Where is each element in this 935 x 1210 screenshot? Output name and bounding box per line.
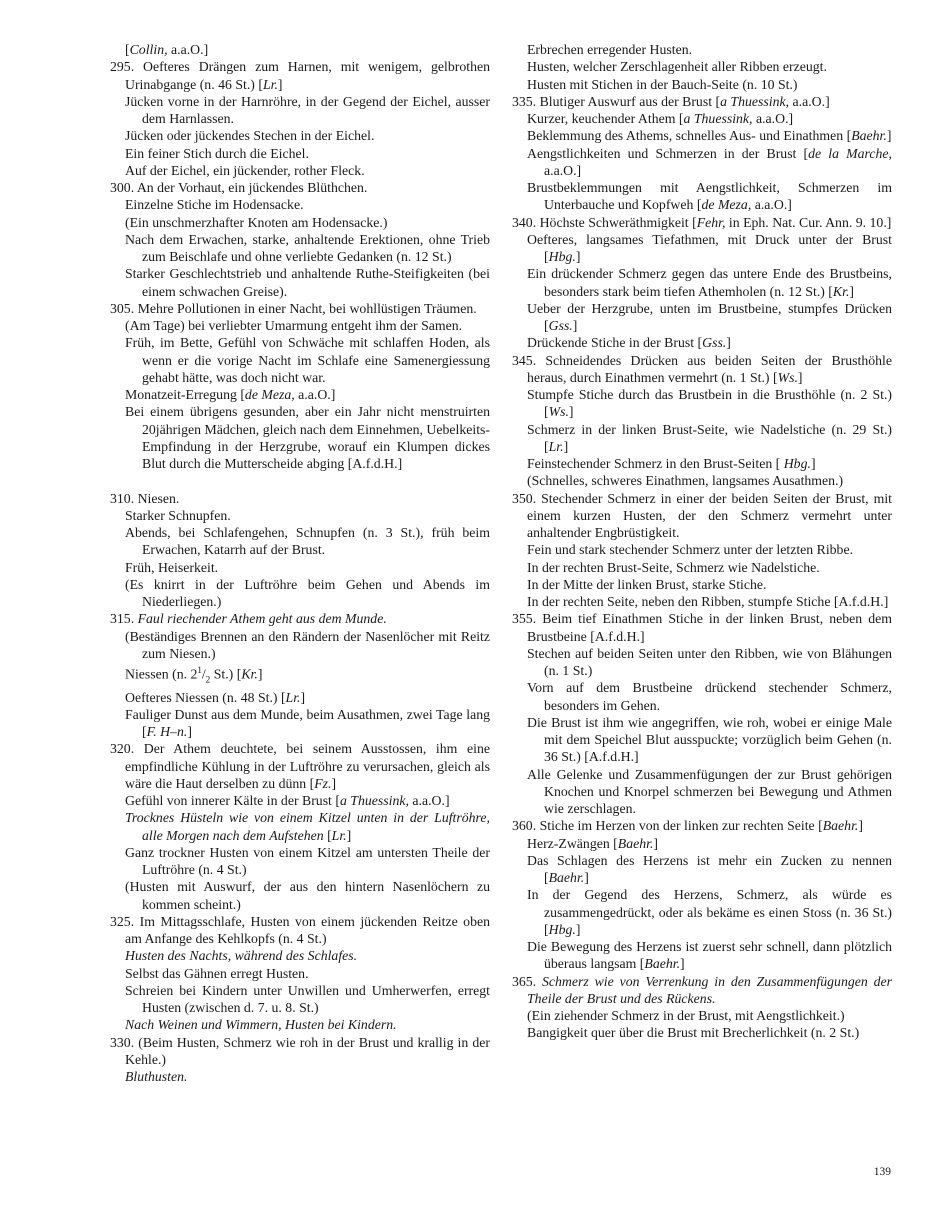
symptom-entry: Herz-Zwängen [Baehr.] [527,835,659,851]
symptom-entry: Ein drückender Schmerz gegen das untere Ende des Brustbeins, besonders stark beim tiefen Athemholen (n. 12 St.) [Kr.] [527,266,892,299]
numbered-symptom-entry: 325. Im Mittagsschlafe, Husten von einem jückenden Reitze oben am Anfange des Kehlkopfs (n. 4 St.) [110,913,490,947]
symptom-entry: Nach Weinen und Wimmern, Husten bei Kindern. [125,1017,397,1033]
symptom-entry: (Schnelles, schweres Einathmen, langsames Ausathmen.) [527,473,844,489]
numbered-symptom-entry: 305. Mehre Pollutionen in einer Nacht, bei wohllüstigen Träumen. [110,300,477,316]
symptom-entry: Oefteres, langsames Tiefathmen, mit Druck unter der Brust [Hbg.] [527,231,892,264]
symptom-entry: Feinstechender Schmerz in den Brust-Seiten [ Hbg.] [527,456,816,471]
numbered-symptom-entry: 315. Faul riechender Athem geht aus dem Munde. [110,611,387,627]
symptom-entry: Starker Geschlechtstrieb und anhaltende Ruthe-Steifigkeiten (bei einem schwachen Greise). [125,266,490,299]
symptom-entry: Bluthusten. [125,1069,188,1085]
right-column [512,41,892,1042]
symptom-entry: Einzelne Stiche im Hodensacke. [125,197,304,213]
numbered-symptom-entry: 365. Schmerz wie von Verrenkung in den Zusammenfügungen der Theile der Brust und des Rückens. [512,973,893,1006]
numbered-symptom-entry: 335. Blutiger Auswurf aus der Brust [a Thuessink, a.a.O.] [512,93,830,109]
symptom-entry: (Ein unschmerzhafter Knoten am Hodensacke.) [125,214,388,230]
symptom-entry: Husten, welcher Zerschlagenheit aller Ribben erzeugt. [527,59,827,75]
symptom-entry: Aengstlichkeiten und Schmerzen in der Brust [de la Marche, a.a.O.] [527,145,892,178]
symptom-entry: Jücken oder jückendes Stechen in der Eichel. [125,128,375,144]
section-gap [110,472,490,489]
symptom-entry: Schreien bei Kindern unter Unwillen und Umherwerfen, erregt Husten (zwischen d. 7. u. 8. St.) [125,982,490,1016]
symptom-entry: Trocknes Hüsteln wie von einem Kitzel unten in der Luftröhre, alle Morgen nach dem Aufstehen [Lr.] [125,810,490,843]
symptom-entry: In der Mitte der linken Brust, starke Stiche. [527,576,767,592]
numbered-symptom-entry: 295. Oefteres Drängen zum Harnen, mit wenigem, gelbrothen Urinabgange (n. 46 St.) [Lr.] [110,59,490,92]
symptom-entry: (Am Tage) bei verliebter Umarmung entgeht ihm der Samen. [125,318,463,333]
symptom-entry: Ein feiner Stich durch die Eichel. [125,145,309,161]
numbered-symptom-entry: 340. Höchste Schweräthmigkeit [Fehr, in Eph. Nat. Cur. Ann. 9. 10.] [512,214,892,230]
symptom-entry: Kurzer, keuchender Athem [a Thuessink, a.a.O.] [527,111,794,126]
page-number: 139 [873,1166,891,1178]
symptom-entry: Erbrechen erregender Husten. [527,42,693,57]
symptom-entry: (Beständiges Brennen an den Rändern der Nasenlöcher mit Reitz zum Niesen.) [125,628,490,661]
symptom-entry: Auf der Eichel, ein jückender, rother Fleck. [125,162,365,178]
left-column [110,41,490,1085]
symptom-entry: Bei einem übrigens gesunden, aber ein Jahr nicht menstruirten 20jährigen Mädchen, gleich nach dem Einnehmen, Uebelkeits-Empfindung in der Herzgrube, worauf ein Klumpen dickes Blut durch die Mutterscheide abging [A.f.d.H.] [125,404,490,471]
symptom-entry: (Ein ziehender Schmerz in der Brust, mit Aengstlichkeit.) [527,1008,845,1023]
symptom-entry: Das Schlagen des Herzens ist mehr ein Zucken zu nennen [Baehr.] [527,852,892,885]
symptom-entry: In der rechten Brust-Seite, Schmerz wie Nadelstiche. [527,559,820,575]
symptom-entry: Früh, Heiserkeit. [125,559,219,575]
numbered-symptom-entry: 355. Beim tief Einathmen Stiche in der linken Brust, neben dem Brustbeine [A.f.d.H.] [512,611,892,644]
symptom-entry: Drückende Stiche in der Brust [Gss.] [527,335,731,351]
symptom-entry: Bangigkeit quer über die Brust mit Brecherlichkeit (n. 2 St.) [527,1025,860,1041]
symptom-entry: In der rechten Seite, neben den Ribben, stumpfe Stiche [A.f.d.H.] [527,594,889,609]
symptom-entry: (Husten mit Auswurf, der aus den hintern Nasenlöchern zu kommen scheint.) [125,879,490,912]
symptom-entry: Selbst das Gähnen erregt Husten. [125,965,309,981]
symptom-entry: Die Bewegung des Herzens ist zuerst sehr schnell, dann plötzlich überaus langsam [Baehr.] [527,939,892,972]
symptom-entry: Oefteres Niessen (n. 48 St.) [Lr.] [125,689,306,705]
symptom-entry: Stechen auf beiden Seiten unter den Ribben, wie von Blähungen (n. 1 St.) [527,645,892,678]
symptom-entry: Fein und stark stechender Schmerz unter der letzten Ribbe. [527,542,854,558]
symptom-entry: [Collin, a.a.O.] [125,42,209,57]
symptom-entry: Beklemmung des Athems, schnelles Aus- und Einathmen [Baehr.] [527,128,892,144]
symptom-entry: Starker Schnupfen. [125,507,231,523]
symptom-entry: Stumpfe Stiche durch das Brustbein in die Brusthöhle (n. 2 St.) [Ws.] [527,387,892,420]
symptom-entry: Husten des Nachts, während des Schlafes. [125,948,358,964]
symptom-entry: Ganz trockner Husten von einem Kitzel am untersten Theile der Luftröhre (n. 4 St.) [125,844,490,878]
numbered-symptom-entry: 345. Schneidendes Drücken aus beiden Seiten der Brusthöhle heraus, durch Einathmen vermehrt (n. 1 St.) [Ws.] [512,352,892,385]
symptom-entry: Die Brust ist ihm wie angegriffen, wie roh, wobei er einige Male mit dem Speichel Blut ausspuckte; vorzüglich beim Gehen (n. 36 St.) [A.f.d.H.] [527,714,892,765]
symptom-entry: Nach dem Erwachen, starke, anhaltende Erektionen, ohne Trieb zum Beischlafe und ohne verliebte Gedanken (n. 12 St.) [125,231,490,264]
symptom-entry: Brustbeklemmungen mit Aengstlichkeit, Schmerzen im Unterbauche und Kopfweh [de Meza, a.a.O.] [527,180,892,213]
numbered-symptom-entry: 320. Der Athem deuchtete, bei seinem Ausstossen, ihm eine empfindliche Kühlung in der Luftröhre zu verursachen, gleich als wäre die Haut derselben zu dünn [Fz.] [110,741,490,791]
symptom-entry: Ueber der Herzgrube, unten im Brustbeine, stumpfes Drücken [Gss.] [527,300,892,333]
symptom-entry: Niessen (n. $2^1/_2$ St.) [Kr.] [125,665,263,685]
symptom-entry: Fauliger Dunst aus dem Munde, beim Ausathmen, zwei Tage lang [F. H–n.] [125,706,490,740]
numbered-symptom-entry: 300. An der Vorhaut, ein jückendes Blüthchen. [110,180,368,195]
symptom-entry: Gefühl von innerer Kälte in der Brust [a Thuessink, a.a.O.] [125,793,450,809]
symptom-entry: (Es knirrt in der Luftröhre beim Gehen und Abends im Niederliegen.) [125,576,490,609]
symptom-entry: Vorn auf dem Brustbeine drückend stechender Schmerz, besonders im Gehen. [527,680,892,713]
symptom-entry: Früh, im Bette, Gefühl von Schwäche mit schlaffen Hoden, als wenn er die vorige Nacht im Schlafe eine Samenergiessung gehabt hätte, was doch nicht war. [125,335,490,385]
symptom-entry: Alle Gelenke und Zusammenfügungen der zur Brust gehörigen Knochen und Knorpel schmerzen bei Bewegung und Athmen wie zerschlagen. [527,766,892,816]
symptom-entry: Schmerz in der linken Brust-Seite, wie Nadelstiche (n. 29 St.) [Lr.] [527,421,892,454]
symptom-entry: Jücken vorne in der Harnröhre, in der Gegend der Eichel, ausser dem Harnlassen. [125,93,490,126]
numbered-symptom-entry: 310. Niesen. [110,490,180,506]
numbered-symptom-entry: 360. Stiche im Herzen von der linken zur rechten Seite [Baehr.] [512,818,863,834]
numbered-symptom-entry: 330. (Beim Husten, Schmerz wie roh in der Brust und krallig in der Kehle.) [110,1034,490,1067]
symptom-entry: In der Gegend des Herzens, Schmerz, als würde es zusammengedrückt, oder als bekäme es einen Stoss (n. 36 St.) [Hbg.] [527,887,892,937]
symptom-entry: Monatzeit-Erregung [de Meza, a.a.O.] [125,387,336,402]
symptom-entry: Abends, bei Schlafengehen, Schnupfen (n. 3 St.), früh beim Erwachen, Katarrh auf der Brust. [125,525,490,558]
numbered-symptom-entry: 350. Stechender Schmerz in einer der beiden Seiten der Brust, mit einem kurzen Husten, der den Schmerz vermehrt unter anhaltender Engbrüstigkeit. [512,490,892,540]
symptom-entry: Husten mit Stichen in der Bauch-Seite (n. 10 St.) [527,76,798,92]
